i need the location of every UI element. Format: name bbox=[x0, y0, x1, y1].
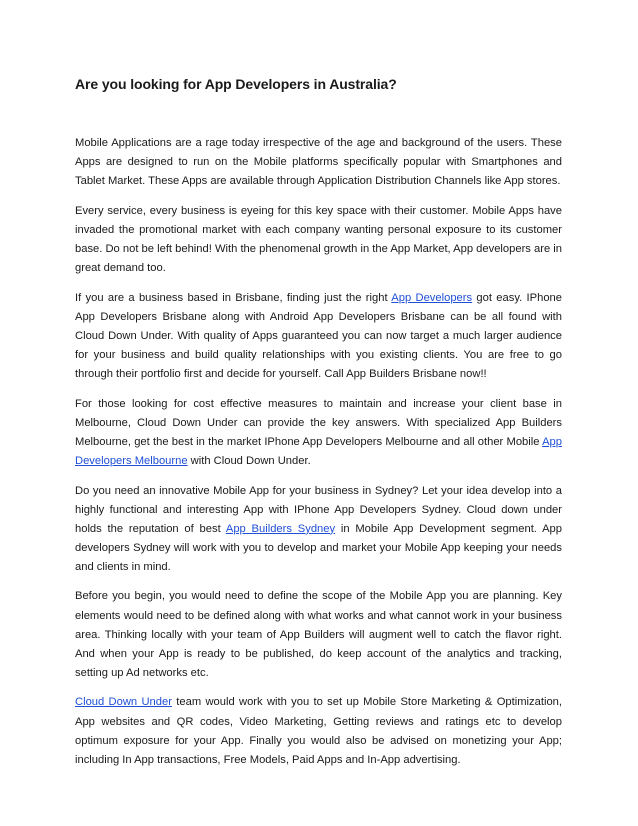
paragraph-3 bbox=[75, 289, 562, 384]
paragraph-4 bbox=[75, 395, 562, 471]
paragraph-5 bbox=[75, 482, 562, 577]
paragraph-1: Mobile Applications are a rage today irrespective of the age and background of the users. These Apps are designed to run on the Mobile platforms specifically popular with Smartphones and Tablet Market. These Apps are available through Application Distribution Channels like App stores. bbox=[75, 137, 562, 188]
paragraph-4-text-a: For those looking for cost effective measures to maintain and increase your client base in Melbourne, Cloud Down Under can provide the key answers. With specialized App Builders Melbourne, get the best in the market IPhone App Developers Melbourne and all other Mobile bbox=[75, 397, 562, 448]
paragraph-4-text-b: with Cloud Down Under. bbox=[187, 454, 311, 467]
document-body bbox=[75, 134, 562, 780]
paragraph-6: Before you begin, you would need to define the scope of the Mobile App you are planning. Key elements would need to be defined along with what works and what cannot work in your business area. Thinking locally with your team of App Builders will augment well to catch the flavor right. And when your App is ready to be published, do keep account of the analytics and tracking, setting up Ad networks etc. bbox=[75, 590, 562, 679]
paragraph-5-text-b: in Mobile App Development segment. App developers Sydney will work with you to develop and market your Mobile App keeping your needs and clients in mind. bbox=[75, 522, 562, 573]
app-builders-sydney-link[interactable]: App Builders Sydney bbox=[225, 522, 336, 535]
paragraph-3-text-b: got easy. IPhone App Developers Brisbane along with Android App Developers Brisbane can be all found with Cloud Down Under. With quality of Apps guaranteed you can now target a much larger audience for your business and build quality relationships with you existing clients. You are free to go through their portfolio first and decide for yourself. Call App Builders Brisbane now!! bbox=[75, 291, 562, 381]
paragraph-7 bbox=[75, 693, 562, 769]
app-developers-melbourne-link[interactable]: App Developers Melbourne bbox=[75, 435, 562, 467]
paragraph-7-text: team would work with you to set up Mobile Store Marketing & Optimization, App websites and QR codes, Video Marketing, Getting reviews and ratings etc to develop optimum exposure for your App. Finally you would also be advised on monetizing your App; including In App transactions, Free Models, Paid Apps and In-App advertising. bbox=[75, 696, 562, 766]
paragraph-3-text-a: If you are a business based in Brisbane, finding just the right bbox=[75, 291, 392, 304]
paragraph-2: Every service, every business is eyeing for this key space with their customer. Mobile Apps have invaded the promotional market with each company wanting personal exposure to its customer base. Do not be left behind! With the phenomenal growth in the App Market, App developers are in great demand too. bbox=[75, 204, 562, 275]
paragraph-5-text-a: Do you need an innovative Mobile App for your business in Sydney? Let your idea develop into a highly functional and interesting App with IPhone App Developers Sydney. Cloud down under holds the reputation of best bbox=[75, 484, 562, 535]
document-title: Are you looking for App Developers in Australia? bbox=[75, 76, 397, 92]
cloud-down-under-link[interactable]: Cloud Down Under bbox=[75, 696, 172, 709]
app-developers-link[interactable]: App Developers bbox=[391, 291, 473, 304]
